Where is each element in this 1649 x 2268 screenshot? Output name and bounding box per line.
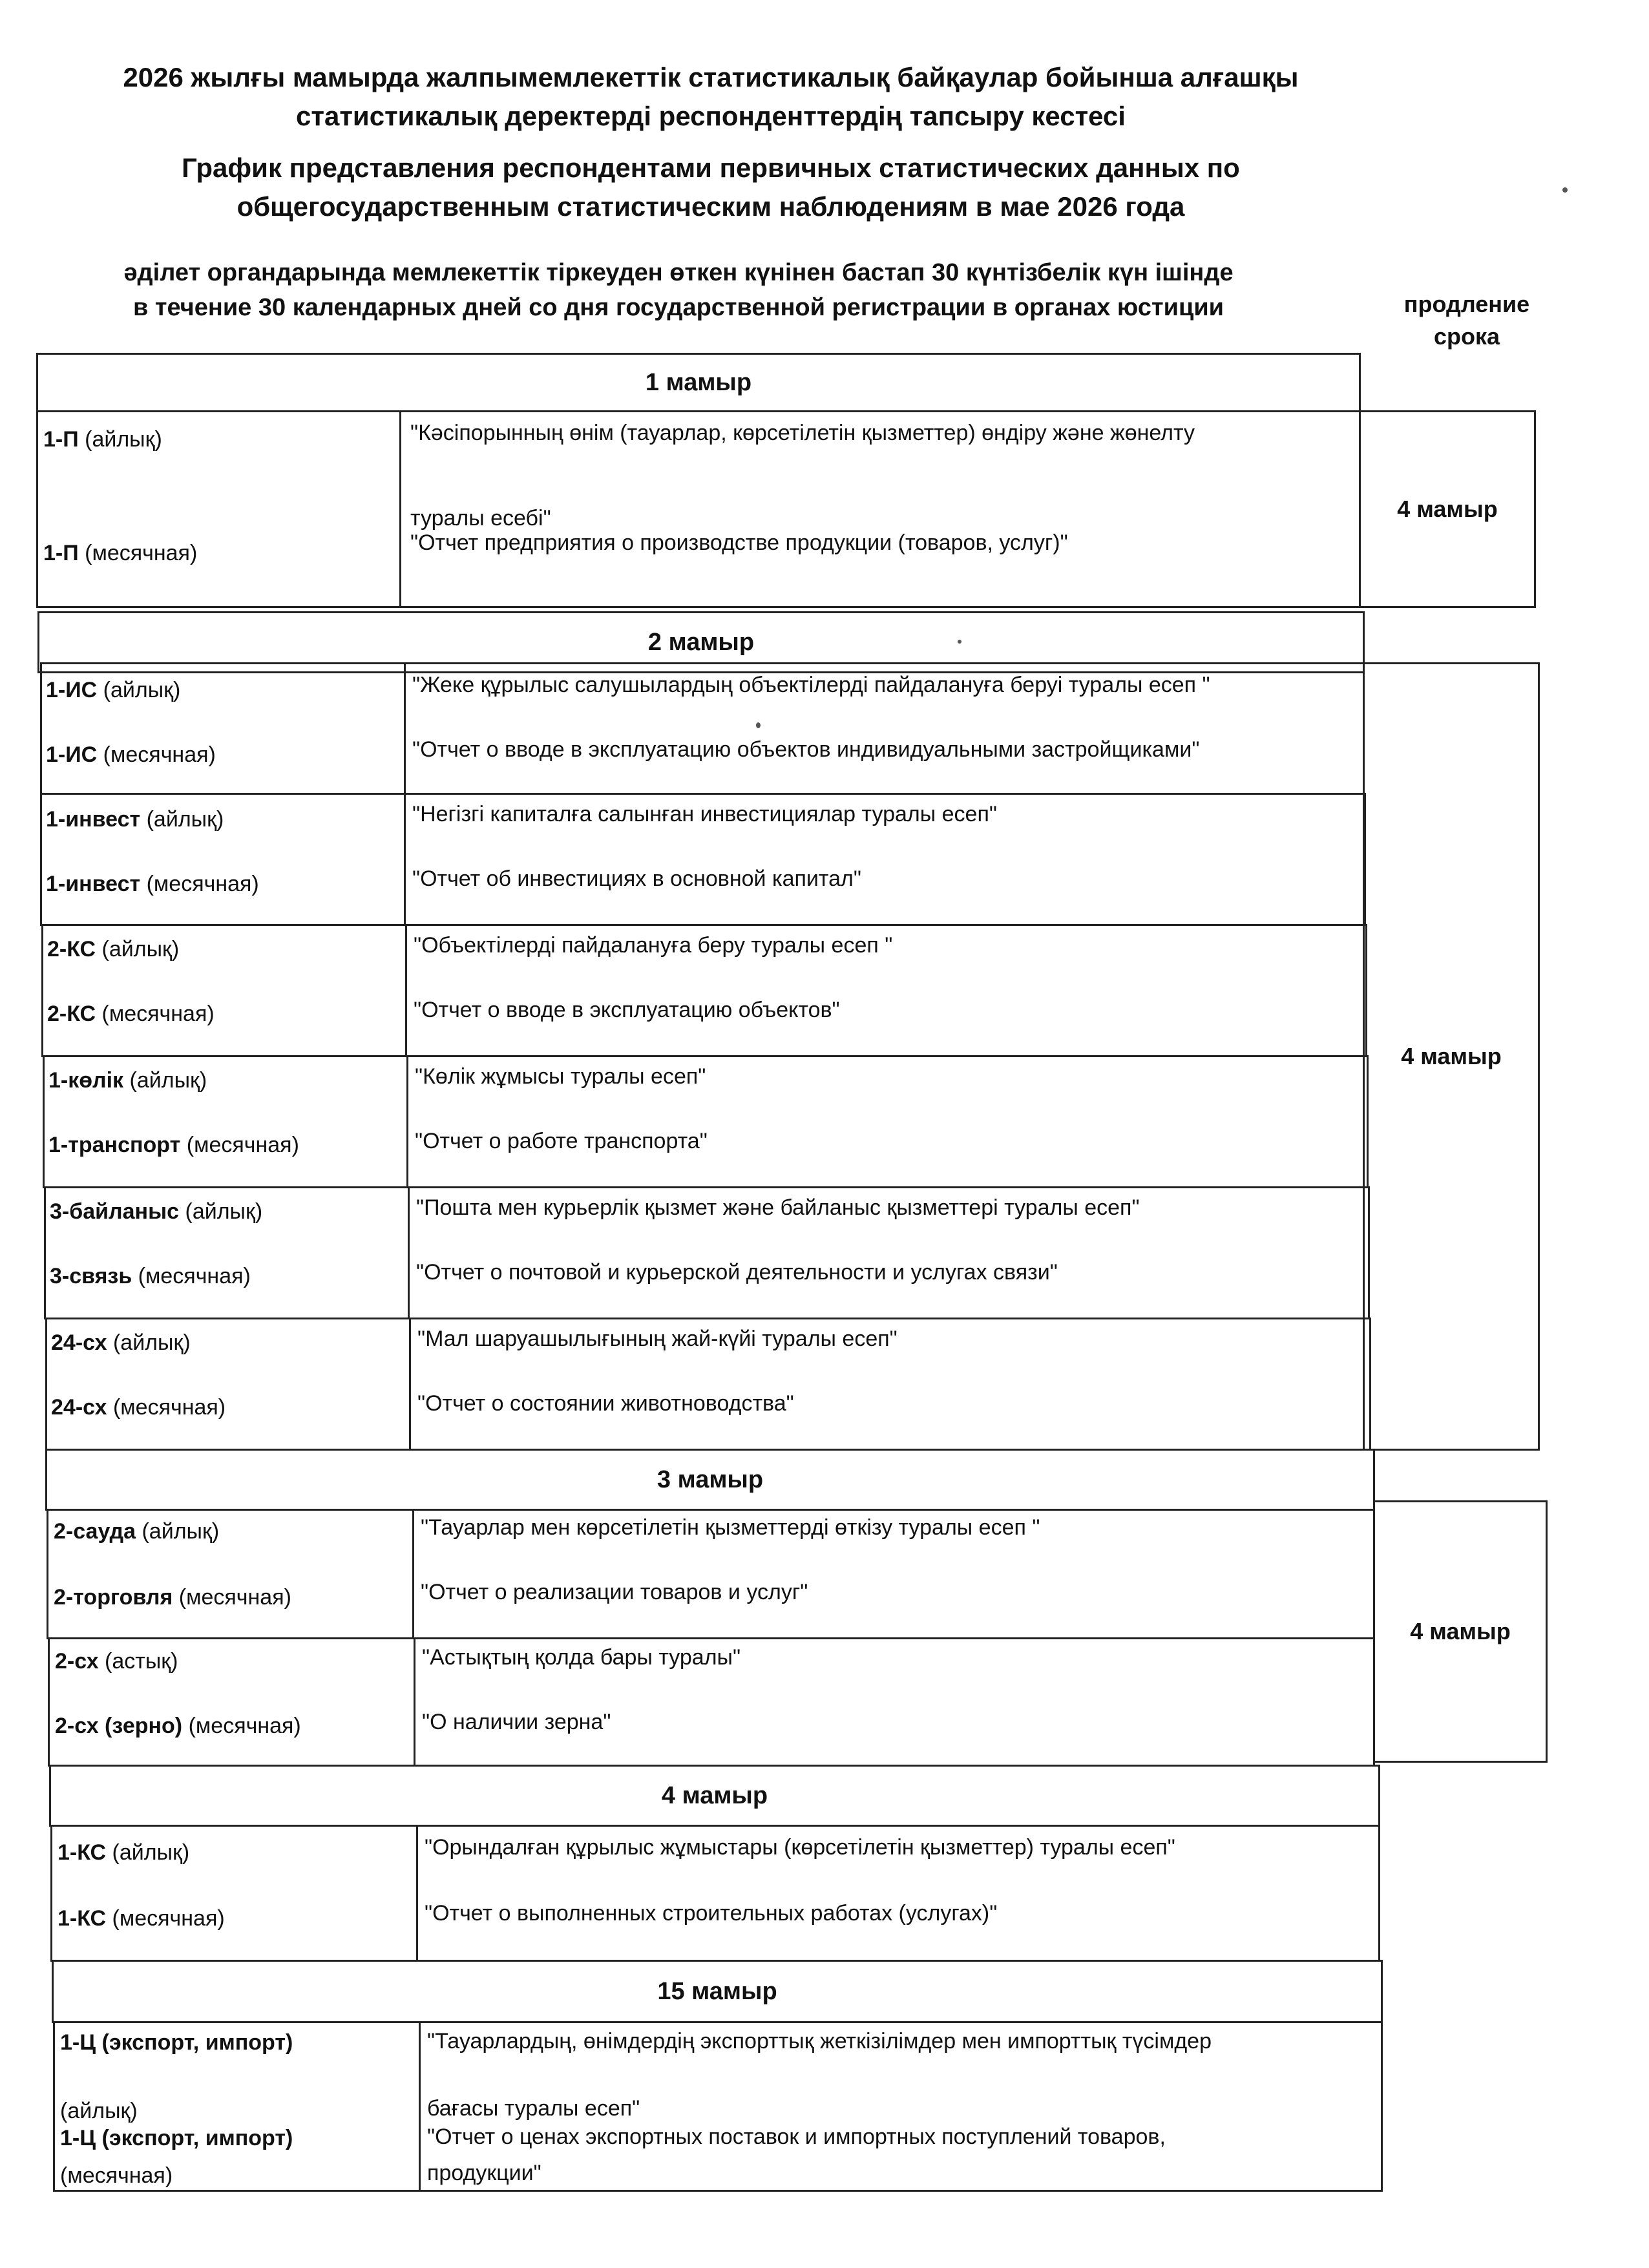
form-description-cell xyxy=(418,1827,1378,1960)
form-code-kz: 1-П (айлық) xyxy=(43,427,162,452)
table-row xyxy=(43,1055,1369,1188)
form-code-kz: 2-сауда (айлық) xyxy=(54,1519,220,1544)
form-description-cell xyxy=(406,795,1364,924)
subtitle-ru: в течение 30 календарных дней со дня государственной регистрации в органах юстиции xyxy=(132,294,1224,321)
form-description-cell xyxy=(406,664,1363,793)
section-date: 1 мамыр xyxy=(645,369,752,396)
form-code-cell xyxy=(47,1319,411,1449)
form-desc-kz: "Жеке құрылыс салушылардың объектілерді пайдалануға беруі туралы есеп " xyxy=(412,673,1210,697)
form-code-ru: 1-ИС (месячная) xyxy=(46,742,216,767)
form-desc-ru: "Отчет о вводе в эксплуатацию объектов" xyxy=(414,998,840,1022)
table-row xyxy=(41,924,1367,1057)
form-code-cell xyxy=(55,2023,421,2190)
form-desc-kz: "Тауарлар мен көрсетілетін қызметтерді өткізу туралы есеп " xyxy=(421,1515,1040,1540)
table-row xyxy=(44,1186,1370,1319)
form-code-ru: 1-Ц (экспорт, импорт) xyxy=(60,2126,293,2150)
section-date: 3 мамыр xyxy=(656,1466,764,1493)
form-code-cell xyxy=(38,412,401,606)
form-code-kz: 1-ИС (айлық) xyxy=(46,678,181,702)
form-desc-kz: "Объектілерді пайдалануға беру туралы есеп " xyxy=(414,933,893,958)
form-desc-ru: "Отчет о выполненных строительных работах (услугах)" xyxy=(425,1901,998,1926)
form-desc-ru: "Отчет о работе транспорта" xyxy=(415,1129,708,1153)
table-row xyxy=(47,1509,1375,1639)
form-code-cell xyxy=(46,1188,410,1318)
title-ru-line1: График представления респондентами первичных статистических данных по xyxy=(182,152,1240,183)
form-code-ru: 1-П (месячная) xyxy=(43,541,198,565)
form-desc-kz: "Орындалған құрылыс жұмыстары (көрсетілетін қызметтер) туралы есеп" xyxy=(425,1835,1175,1860)
form-code-kz: 1-КС (айлық) xyxy=(58,1840,190,1865)
form-code-cell xyxy=(43,926,407,1055)
form-code-cell xyxy=(45,1057,408,1186)
table-row xyxy=(48,1637,1375,1767)
form-description-cell xyxy=(411,1319,1369,1449)
table-row xyxy=(45,1318,1371,1451)
form-desc-ru: продукции" xyxy=(427,2161,541,2185)
form-code-ru: 3-связь (месячная) xyxy=(50,1264,251,1288)
title-kz-line2: статистикалық деректерді респонденттердің тапсыру кестесі xyxy=(296,101,1126,131)
form-code-kz: 1-көлік (айлық) xyxy=(48,1068,207,1093)
form-description-cell xyxy=(408,1057,1367,1186)
form-description-cell xyxy=(401,412,1359,606)
form-description-cell xyxy=(421,2023,1381,2190)
form-code-ru-period: (месячная) xyxy=(60,2163,173,2188)
extension-header-line2: срока xyxy=(1433,323,1500,350)
scan-speck xyxy=(1562,187,1568,193)
form-desc-kz: "Мал шаруашылығының жай-күйі туралы есеп" xyxy=(417,1327,898,1351)
section-date: 2 мамыр xyxy=(647,629,755,656)
form-code-kz-period: (айлық) xyxy=(60,2099,138,2123)
form-description-cell xyxy=(414,1511,1373,1637)
table-row xyxy=(53,2021,1383,2192)
form-code-kz: 2-КС (айлық) xyxy=(47,937,180,961)
form-desc-ru: "О наличии зерна" xyxy=(422,1710,611,1734)
form-code-kz: 24-сх (айлық) xyxy=(51,1330,191,1355)
extension-header xyxy=(1357,288,1577,353)
form-desc-ru: "Отчет предприятия о производстве продукции (товаров, услуг)" xyxy=(410,530,1068,555)
table-row xyxy=(36,410,1361,608)
form-desc-ru: "Отчет о почтовой и курьерской деятельности и услугах связи" xyxy=(416,1260,1058,1285)
table-row xyxy=(50,1825,1380,1962)
form-code-cell xyxy=(50,1639,415,1765)
form-code-kz: 1-Ц (экспорт, импорт) xyxy=(60,2030,293,2055)
form-code-ru: 2-КС (месячная) xyxy=(47,1002,215,1026)
form-code-ru: 2-торговля (месячная) xyxy=(54,1585,291,1610)
form-description-cell xyxy=(415,1639,1373,1765)
form-desc-kz: "Астықтың қолда бары туралы" xyxy=(422,1645,741,1670)
form-desc-ru: "Отчет о ценах экспортных поставок и импортных поступлений товаров, xyxy=(427,2125,1166,2149)
form-code-kz: 3-байланыс (айлық) xyxy=(50,1199,263,1224)
form-code-ru: 24-сх (месячная) xyxy=(51,1395,226,1420)
title-kz-line1: 2026 жылғы мамырда жалпымемлекеттік статистикалық байқаулар бойынша алғашқы xyxy=(123,62,1299,92)
section-date: 4 мамыр xyxy=(661,1782,768,1809)
extension-date: 4 мамыр xyxy=(1401,1043,1502,1069)
form-code-cell xyxy=(42,664,406,793)
form-code-cell xyxy=(48,1511,414,1637)
scan-speck xyxy=(958,640,961,644)
form-desc-kz: "Тауарлардың, өнімдердің экспорттық жеткізілімдер мен импорттық түсімдер xyxy=(427,2029,1212,2053)
form-description-cell xyxy=(410,1188,1368,1318)
section-date-row xyxy=(49,1765,1380,1827)
form-code-ru: 1-инвест (месячная) xyxy=(46,872,259,896)
section-date-row xyxy=(52,1960,1383,2023)
table-row xyxy=(40,662,1365,795)
form-desc-kz: "Пошта мен курьерлік қызмет және байланыс қызметтері туралы есеп" xyxy=(416,1195,1140,1220)
form-code-cell xyxy=(52,1827,418,1960)
table-row xyxy=(40,793,1366,926)
form-desc-kz: "Кәсіпорынның өнім (тауарлар, көрсетілетін қызметтер) өндіру және жөнелту xyxy=(410,421,1195,445)
form-code-ru: 1-транспорт (месячная) xyxy=(48,1133,299,1157)
section-date-row xyxy=(45,1449,1375,1511)
form-desc-kz: бағасы туралы есеп" xyxy=(427,2096,640,2121)
form-description-cell xyxy=(407,926,1365,1055)
form-desc-ru: "Отчет о вводе в эксплуатацию объектов индивидуальными застройщиками" xyxy=(412,737,1200,762)
extension-date: 4 мамыр xyxy=(1397,496,1498,522)
form-code-ru: 1-КС (месячная) xyxy=(58,1906,225,1931)
form-code-kz: 2-сх (астық) xyxy=(55,1649,178,1674)
form-code-kz: 1-инвест (айлық) xyxy=(46,807,224,832)
section-date-row xyxy=(36,353,1361,412)
form-desc-kz: "Негізгі капиталға салынған инвестициялар туралы есеп" xyxy=(412,802,997,826)
title-ru-line2: общегосударственным статистическим наблюдениям в мае 2026 года xyxy=(236,191,1185,222)
extension-header-line1: продление xyxy=(1403,291,1530,317)
extension-cell xyxy=(1363,662,1540,1451)
form-desc-kz: "Көлік жұмысы туралы есеп" xyxy=(415,1064,706,1089)
form-desc-ru: "Отчет о реализации товаров и услуг" xyxy=(421,1580,808,1604)
section-date: 15 мамыр xyxy=(657,1978,777,2005)
form-desc-ru: "Отчет о состоянии животноводства" xyxy=(417,1391,794,1416)
form-code-ru: 2-сх (зерно) (месячная) xyxy=(55,1714,301,1738)
extension-cell xyxy=(1373,1500,1548,1763)
scan-speck xyxy=(756,722,761,728)
form-desc-kz: туралы есебі" xyxy=(410,506,551,530)
extension-date: 4 мамыр xyxy=(1410,1618,1511,1644)
subtitle-kz: әділет органдарында мемлекеттік тіркеуден өткен күнінен бастап 30 күнтізбелік күн ішінде xyxy=(123,259,1234,286)
extension-cell xyxy=(1359,410,1536,608)
form-desc-ru: "Отчет об инвестициях в основной капитал" xyxy=(412,866,861,891)
form-code-cell xyxy=(42,795,406,924)
